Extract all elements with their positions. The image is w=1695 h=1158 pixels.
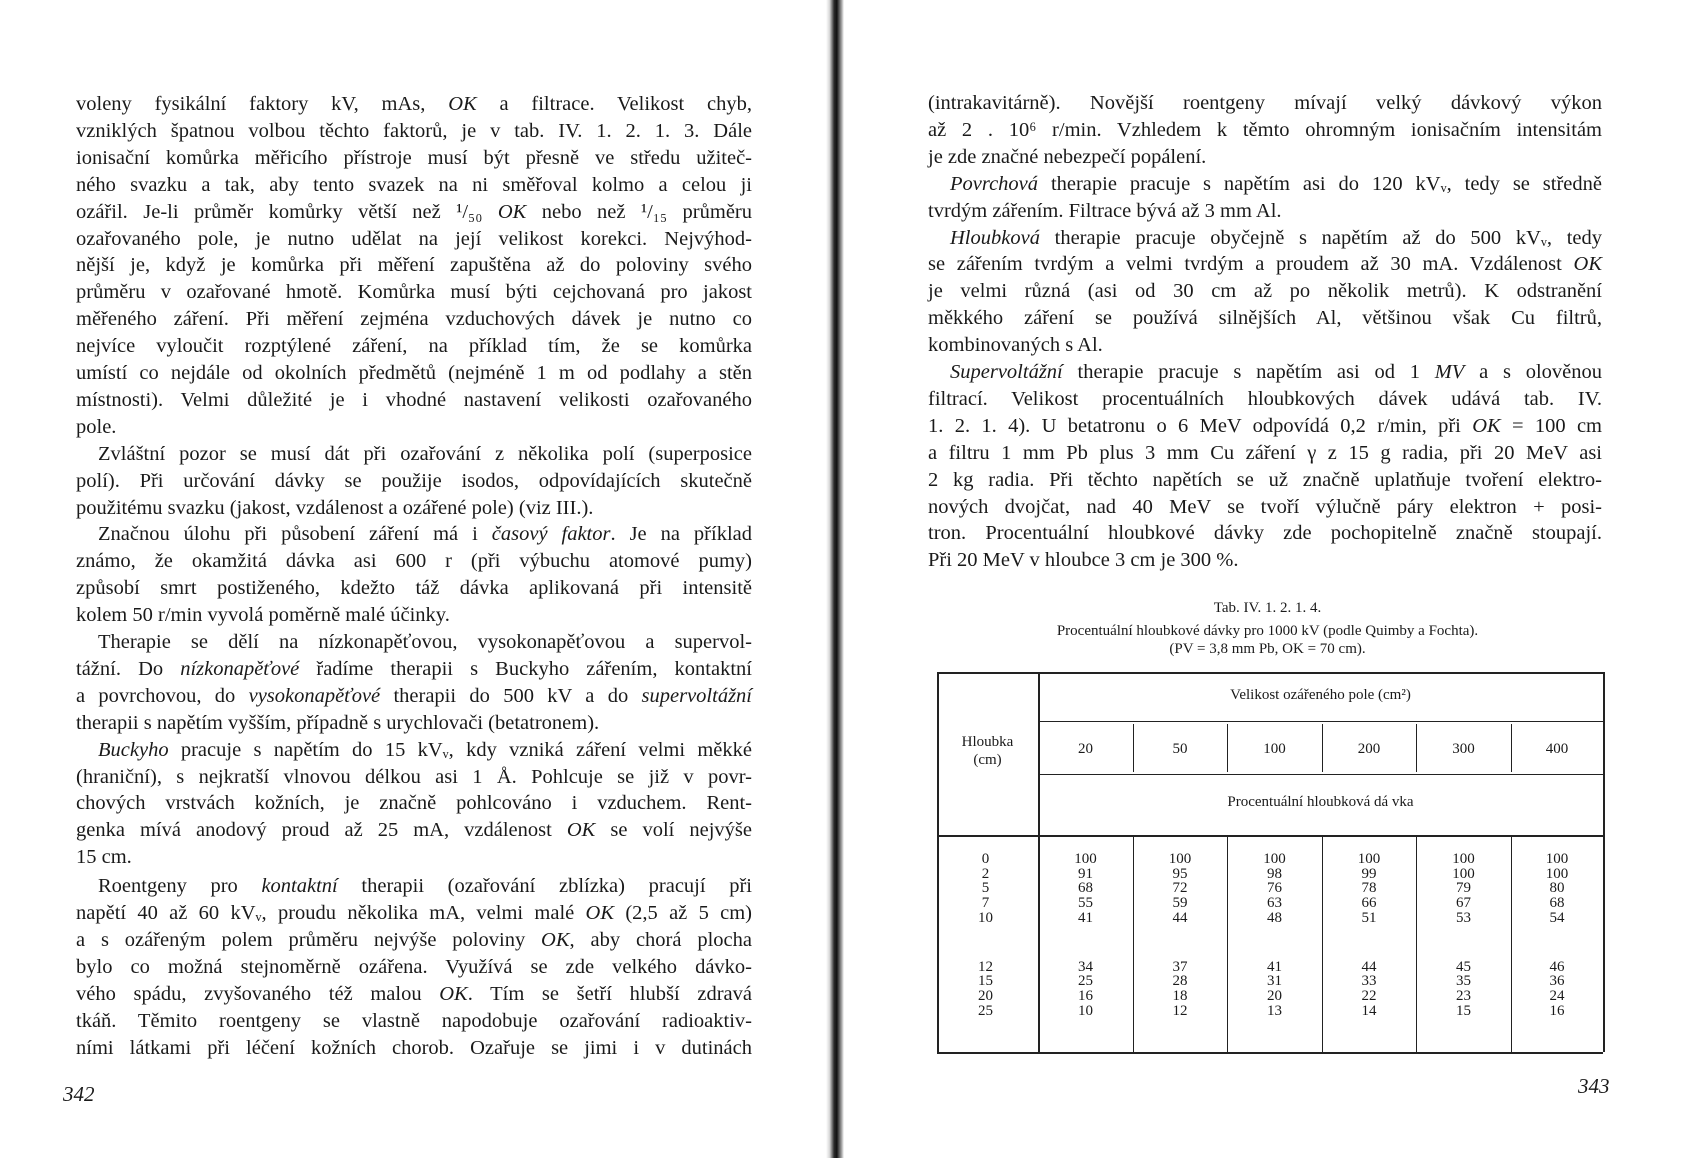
text-run: řadíme therapii s Buckyho zářením, kontaktní <box>299 657 752 680</box>
text-line <box>928 305 1602 332</box>
table-rule <box>1038 672 1040 1052</box>
dose-value: 79 <box>1456 880 1471 897</box>
dose-value: 100 <box>1263 851 1286 867</box>
table-rule <box>937 672 939 1052</box>
table-rule <box>1603 672 1605 1052</box>
depth-unit: (cm) <box>973 752 1002 768</box>
text-line <box>928 440 1602 467</box>
dose-value: 45 <box>1456 958 1471 975</box>
depth-value: 12 <box>978 958 993 975</box>
field-size-20: 20 <box>1078 741 1093 757</box>
text-line <box>76 468 752 495</box>
text-run: (hraniční), s nejkratší vlnovou délkou asi 1 Å. Pohlcuje se již v povr- <box>76 765 752 788</box>
text-line <box>76 226 752 253</box>
dose-value: 68 <box>1549 895 1565 912</box>
dose-value: 95 <box>1172 865 1188 882</box>
text-line <box>76 199 752 226</box>
text-run: (2,5 až 5 cm) <box>614 902 752 924</box>
dose-value: 100 <box>1545 851 1569 867</box>
table-rule <box>1133 837 1134 1052</box>
italic-term: OK <box>566 819 596 842</box>
dose-header: Procentuální hloubková dá vka <box>1227 794 1414 810</box>
text-run: napětí 40 až 60 kVᵥ, proudu několika mA, velmi malé <box>76 902 586 924</box>
dose-value: 24 <box>1549 987 1565 1004</box>
text-run: therapie pracuje obyčejně s napětím až do 500 kVᵥ, tedy <box>1039 226 1602 249</box>
text-line <box>76 333 752 360</box>
text-line <box>76 954 752 981</box>
field-size-50: 50 <box>1172 741 1188 757</box>
text-line <box>76 145 752 172</box>
dose-value: 78 <box>1361 880 1377 897</box>
dose-value: 46 <box>1549 958 1565 975</box>
text-line <box>76 817 752 844</box>
dose-value: 37 <box>1172 958 1188 975</box>
depth-value: 0 <box>981 851 990 867</box>
text-line <box>76 981 752 1008</box>
italic-term: Buckyho <box>98 738 169 761</box>
text-line <box>928 171 1602 198</box>
italic-term: MV <box>1434 361 1465 383</box>
dose-value: 67 <box>1456 895 1471 912</box>
text-line <box>928 547 1602 574</box>
text-run: a s ozářeným polem průměru nejvýše poloviny <box>76 928 542 951</box>
text-line <box>76 1008 752 1035</box>
text-run: a filtru 1 mm Pb plus 3 mm Cu záření γ z 15 g radia, při 20 MeV asi <box>928 441 1602 464</box>
dose-value: 20 <box>1267 987 1282 1004</box>
italic-term: Povrchová <box>950 172 1039 195</box>
text-line <box>76 172 752 199</box>
table-number: Tab. IV. 1. 2. 1. 4. <box>1213 600 1322 616</box>
text-line <box>76 521 752 548</box>
depth-value: 20 <box>978 987 993 1004</box>
text-run: ozářil. Je-li průměr komůrky větší než ¹/₅₀ <box>76 200 498 223</box>
dose-value: 68 <box>1078 880 1093 897</box>
text-line <box>928 520 1602 547</box>
table-params: (PV = 3,8 mm Pb, OK = 70 cm). <box>1169 641 1366 657</box>
text-run: se volí nejvýše <box>595 819 753 842</box>
dose-value: 25 <box>1078 973 1093 990</box>
dose-value: 31 <box>1267 973 1282 990</box>
italic-term: OK <box>585 902 615 924</box>
table-rule <box>937 672 1603 674</box>
table-rule <box>1133 724 1134 772</box>
text-line <box>76 873 752 900</box>
text-run: kolem 50 r/min vyvolá poměrně malé účinky. <box>76 604 450 627</box>
text-line <box>928 90 1602 117</box>
table-rule <box>1322 724 1323 772</box>
text-run: Therapie se dělí na nízkonapěťovou, vysokonapěťovou a supervol- <box>98 631 752 653</box>
italic-term: OK <box>1573 253 1602 276</box>
text-run: Zvláštní pozor se musí dát při ozařování z několika polí (superposice <box>98 442 752 465</box>
text-run: pracuje s napětím do 15 kVᵥ, kdy vzniká záření velmi měkké <box>168 738 752 761</box>
dose-value: 44 <box>1361 958 1377 975</box>
text-run: . Je na příklad <box>610 523 752 546</box>
text-run: therapie pracuje s napětím asi od 1 <box>1062 361 1435 383</box>
table-rule <box>1227 837 1228 1052</box>
dose-value: 63 <box>1267 895 1282 912</box>
text-run: měřeného záření. Při měření zejména vzduchových dávek je nutno co <box>76 308 752 331</box>
text-line <box>76 360 752 387</box>
italic-term: OK <box>1472 414 1501 437</box>
text-line <box>76 548 752 575</box>
dose-value: 100 <box>1357 851 1381 867</box>
text-run: pole. <box>76 415 117 438</box>
dose-value: 100 <box>1452 865 1475 882</box>
table-rule <box>1038 721 1603 722</box>
text-run: způsobí smrt postiženého, kdežto táž dávka aplikovaná při intensitě <box>76 577 752 600</box>
dose-value: 35 <box>1456 973 1471 990</box>
dose-value: 100 <box>1452 851 1475 867</box>
text-run: tron. Procentuální hloubkové dávky zde pochopitelně značně stoupají. <box>928 522 1602 545</box>
text-run: voleny fysikální faktory kV, mAs, <box>76 93 449 115</box>
text-line <box>76 495 752 522</box>
depth-header: Hloubka <box>961 734 1014 750</box>
text-run: použitému svazku (jakost, vzdálenost a ozářené pole) (viz III.). <box>76 496 594 519</box>
text-line <box>76 306 752 333</box>
text-run: tážní. Do <box>76 657 181 680</box>
text-run: , aby chorá plocha <box>569 928 752 951</box>
text-run: . Tím se šetří hlubší zdravá <box>467 982 752 1005</box>
text-run: therapie pracuje s napětím asi do 120 kVᵥ, tedy se středně <box>1038 172 1602 195</box>
dose-value: 100 <box>1074 851 1097 867</box>
text-run: nebo než ¹/₁₅ průměru <box>526 200 753 223</box>
text-line <box>928 359 1602 386</box>
dose-value: 55 <box>1078 895 1093 912</box>
text-run: místnosti). Velmi důležité je i vhodné nastavení velikosti ozařovaného <box>76 388 752 411</box>
text-run: = 100 cm <box>1500 414 1603 437</box>
text-run: a povrchovou, do <box>76 684 249 707</box>
text-run: bylo co možná stejnoměrně ozářena. Využívá se zde velkého dávko- <box>76 955 752 978</box>
text-run: (intrakavitárně). Novější roentgeny mívají velký dávkový výkon <box>928 92 1602 114</box>
text-run: ozařovaného pole, je nutno udělat na její velikost korekci. Nejvýhod- <box>76 227 752 250</box>
text-run: Značnou úlohu při působení záření má i <box>98 523 492 546</box>
dose-value: 76 <box>1267 880 1282 897</box>
dose-value: 48 <box>1267 909 1282 926</box>
depth-value: 10 <box>978 909 993 926</box>
dose-value: 34 <box>1078 958 1093 975</box>
dose-value: 98 <box>1267 865 1282 882</box>
field-size-header: Velikost ozářeného pole (cm²) <box>1230 687 1411 703</box>
dose-value: 28 <box>1172 973 1188 990</box>
text-run: polí). Při určování dávky se použije isodos, odpovídajících skutečně <box>76 469 752 492</box>
text-line <box>76 602 752 629</box>
italic-term: OK <box>541 928 570 951</box>
italic-term: časový faktor <box>491 523 611 546</box>
dose-value: 41 <box>1078 909 1093 926</box>
italic-term: Hloubková <box>950 226 1040 249</box>
dose-value: 59 <box>1172 895 1188 912</box>
text-run: genka mívá anodový proud až 25 mA, vzdálenost <box>76 819 567 842</box>
table-rule <box>1416 724 1417 772</box>
dose-value: 41 <box>1267 958 1282 975</box>
text-line <box>76 737 752 764</box>
dose-value: 44 <box>1172 909 1188 926</box>
dose-value: 23 <box>1456 987 1471 1004</box>
dose-value: 51 <box>1361 909 1377 926</box>
text-line <box>928 494 1602 521</box>
dose-value: 16 <box>1078 987 1093 1004</box>
text-run: nejvíce vyloučit rozptýlené záření, na příklad tím, že se komůrka <box>76 335 752 358</box>
text-run: ionisační komůrka měřicího přístroje musí být přesně ve středu užiteč- <box>76 146 752 169</box>
text-run: kombinovaných s Al. <box>928 334 1103 357</box>
text-run: měkkého záření se používá silnějších Al, většinou však Cu filtrů, <box>928 307 1602 330</box>
dose-value: 33 <box>1361 973 1377 990</box>
italic-term: Supervoltážní <box>950 361 1063 383</box>
text-line <box>76 764 752 791</box>
text-line <box>76 629 752 656</box>
italic-term: kontaktní <box>261 875 338 898</box>
text-run: ními látkami při léčení kožních chorob. Ozařuje se jimi i v dutinách <box>76 1036 752 1059</box>
text-run: vého spádu, zvyšovaného též malou <box>76 982 440 1005</box>
text-run: 15 cm. <box>76 846 132 869</box>
dose-value: 14 <box>1361 1002 1377 1019</box>
text-line <box>76 927 752 954</box>
depth-value: 7 <box>981 895 990 912</box>
table-rule <box>1038 774 1603 775</box>
text-line <box>76 683 752 710</box>
text-run: chových vrstvách kožních, je značně pohlcováno i vzduchem. Rent- <box>76 792 752 815</box>
depth-value: 15 <box>978 973 993 990</box>
text-run: a s olověnou <box>1464 361 1603 383</box>
text-line <box>76 900 752 927</box>
dose-value: 18 <box>1172 987 1188 1004</box>
dose-value: 54 <box>1549 909 1565 926</box>
text-line <box>76 656 752 683</box>
dose-value: 13 <box>1267 1002 1282 1019</box>
table-rule <box>1322 837 1323 1052</box>
text-run: vzniklých špatnou volbou těchto faktorů, je v tab. IV. 1. 2. 1. 3. Dále <box>76 119 752 142</box>
dose-value: 53 <box>1456 909 1471 926</box>
dose-value: 36 <box>1549 973 1565 990</box>
italic-term: vysokonapěťové <box>248 684 381 707</box>
text-line <box>928 198 1602 225</box>
text-line <box>76 441 752 468</box>
dose-value: 99 <box>1361 865 1377 882</box>
dose-value: 15 <box>1456 1002 1471 1019</box>
right-page-number: 343 <box>1578 1074 1610 1098</box>
field-size-400: 400 <box>1545 741 1569 757</box>
text-line <box>928 467 1602 494</box>
table-rule <box>1227 724 1228 772</box>
text-run: 1. 2. 1. 4). U betatronu o 6 MeV odpovídá 0,2 r/min, při <box>928 414 1473 437</box>
text-run: tvrdým zářením. Filtrace bývá až 3 mm Al. <box>928 199 1282 222</box>
text-line <box>76 118 752 145</box>
text-run: a filtrace. Velikost chyb, <box>476 93 753 115</box>
italic-term: OK <box>497 200 527 223</box>
italic-term: OK <box>448 93 477 115</box>
table-rule <box>937 835 1603 837</box>
book-gutter <box>826 0 844 1158</box>
text-run: tkáň. Těmito roentgeny se vlastně napodobuje ozařování radioaktiv- <box>76 1009 752 1032</box>
text-line <box>928 251 1602 278</box>
text-line <box>76 844 752 871</box>
dose-value: 72 <box>1172 880 1188 897</box>
text-line <box>76 414 752 441</box>
dose-value: 66 <box>1361 895 1377 912</box>
dose-value: 91 <box>1078 865 1093 882</box>
italic-term: supervoltážní <box>641 684 752 707</box>
text-line <box>76 710 752 737</box>
text-line <box>928 386 1602 413</box>
text-run: filtrací. Velikost procentuálních hloubkových dávek udává tab. IV. <box>928 387 1602 410</box>
depth-value: 25 <box>978 1002 993 1019</box>
text-run: až 2 . 10⁶ r/min. Vzhledem k těmto ohromným ionisačním intensitám <box>928 118 1602 141</box>
text-run: therapii do 500 kV a do <box>380 684 642 707</box>
text-line <box>76 279 752 306</box>
text-run: se zářením tvrdým a velmi tvrdým a proudem až 30 mA. Vzdálenost <box>928 253 1574 276</box>
italic-term: OK <box>439 982 468 1005</box>
dose-value: 16 <box>1549 1002 1565 1019</box>
field-size-100: 100 <box>1263 741 1286 757</box>
text-run: je zde značné nebezpečí popálení. <box>928 145 1207 168</box>
dose-value: 22 <box>1361 987 1377 1004</box>
text-run: průměru v ozařované hmotě. Komůrka musí býti cejchovaná pro jakost <box>76 281 752 304</box>
text-run: Roentgeny pro <box>98 875 262 898</box>
field-size-300: 300 <box>1452 741 1475 757</box>
text-run: nových dvojčat, nad 40 MeV se tvoří výlučně páry elektron + posi- <box>928 495 1602 518</box>
text-run: známo, že okamžitá dávka asi 600 r (při výbuchu atomové pumy) <box>76 550 752 573</box>
text-line <box>928 332 1602 359</box>
text-line <box>76 91 752 118</box>
italic-term: nízkonapěťové <box>180 657 300 680</box>
text-run: therapii s napětím vyšším, případně s urychlovači (betatronem). <box>76 711 600 734</box>
text-line <box>76 575 752 602</box>
text-line <box>76 387 752 414</box>
dose-value: 100 <box>1168 851 1192 867</box>
dose-value: 80 <box>1549 880 1565 897</box>
text-line <box>928 117 1602 144</box>
left-page-number: 342 <box>63 1082 95 1106</box>
text-line <box>928 278 1602 305</box>
dose-value: 100 <box>1545 865 1569 882</box>
field-size-200: 200 <box>1357 741 1381 757</box>
text-line <box>928 413 1602 440</box>
text-run: je velmi různá (asi od 30 cm až po několik metrů). K odstranění <box>928 280 1602 303</box>
text-line <box>928 225 1602 252</box>
text-line <box>76 790 752 817</box>
dose-value: 12 <box>1172 1002 1188 1019</box>
text-run: umístí co nejdále od okolních předmětů (nejméně 1 m od podlahy a stěn <box>76 362 752 384</box>
table-rule <box>937 1052 1603 1054</box>
table-title: Procentuální hloubkové dávky pro 1000 kV (podle Quimby a Fochta). <box>1056 623 1479 639</box>
table-rule <box>1416 837 1417 1052</box>
text-line <box>76 252 752 279</box>
text-line <box>928 144 1602 171</box>
text-line <box>76 1035 752 1062</box>
text-run: Při 20 MeV v hloubce 3 cm je 300 %. <box>928 549 1239 572</box>
text-run: therapii (ozařování zblízka) pracují při <box>337 875 752 898</box>
depth-value: 5 <box>981 880 990 897</box>
text-run: nější je, když je komůrka při měření zapuštěna až do poloviny svého <box>76 254 752 277</box>
text-run: 2 kg radia. Při těchto napětích se už značně uplatňuje tvoření elektro- <box>928 468 1602 491</box>
depth-value: 2 <box>981 865 990 882</box>
dose-value: 10 <box>1078 1002 1093 1019</box>
text-run: ného svazku a tak, aby tento svazek na ni směřoval kolmo a celou ji <box>76 173 752 196</box>
